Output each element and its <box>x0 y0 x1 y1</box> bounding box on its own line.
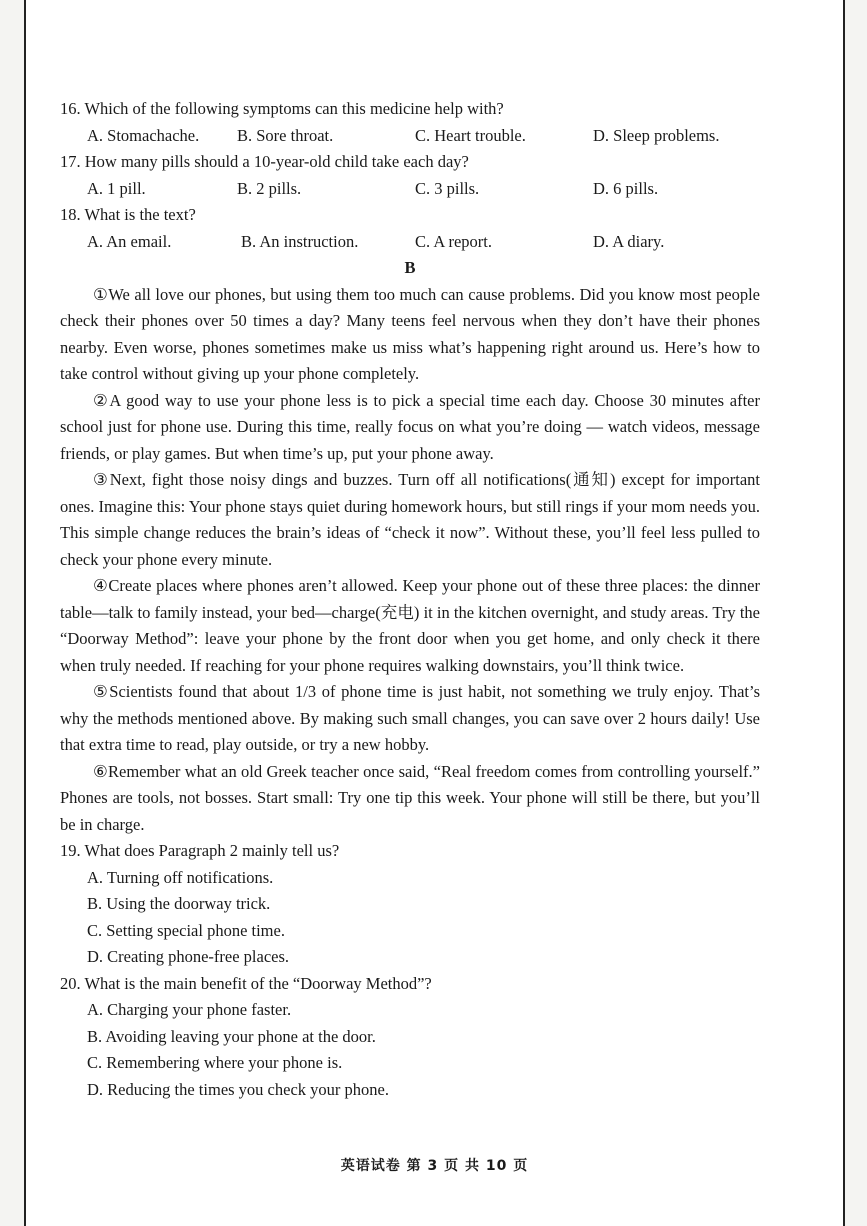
question-18-stem: 18. What is the text? <box>60 205 196 224</box>
option-c: C. Setting special phone time. <box>87 920 285 940</box>
exam-page <box>24 0 845 1226</box>
paragraph-6: ⑥Remember what an old Greek teacher once said, “Real freedom comes from controlling yourself.” Phones are tools, not bosses. Start small: Try one tip this week. Your phone will still be there, but you’ll be in charge. <box>60 761 760 834</box>
page-content <box>60 96 760 1103</box>
option-b: B. Sore throat. <box>237 125 334 145</box>
section-b-title: B <box>404 258 416 277</box>
option-c: C. Remembering where your phone is. <box>87 1053 343 1072</box>
option-a: A. Turning off notifications. <box>87 867 274 887</box>
option-d: D. A diary. <box>593 231 665 251</box>
question-17-options <box>60 176 760 203</box>
option-d: D. 6 pills. <box>593 178 659 198</box>
question-16-options <box>60 123 760 150</box>
paragraph-1: ①We all love our phones, but using them too much can cause problems. Did you know most people check their phones over 50 times a day? Many teens feel nervous when they don’t have their phones nearby. Even worse, phones sometimes make us miss what’s happening right around us. Here’s how to take control without giving up your phone completely. <box>60 284 760 383</box>
question-19-stem: 19. What does Paragraph 2 mainly tell us? <box>60 841 340 860</box>
question-20-stem: 20. What is the main benefit of the “Doorway Method”? <box>60 973 432 993</box>
option-b: B. Avoiding leaving your phone at the door. <box>87 1026 376 1046</box>
option-a: A. 1 pill. <box>87 178 146 198</box>
paragraph-2: ②A good way to use your phone less is to pick a special time each day. Choose 30 minutes after school just for phone use. During this time, really focus on what you’re doing — watch videos, message friends, or play games. But when time’s up, put your phone away. <box>60 390 760 463</box>
question-17-stem: 17. How many pills should a 10-year-old child take each day? <box>60 152 469 171</box>
option-c: C. A report. <box>415 231 492 251</box>
option-d: D. Reducing the times you check your phone. <box>87 1079 389 1099</box>
question-16-stem: 16. Which of the following symptoms can this medicine help with? <box>60 99 504 118</box>
option-a: A. An email. <box>87 231 172 251</box>
option-a: A. Charging your phone faster. <box>87 1000 292 1019</box>
question-18-options <box>60 229 760 256</box>
paragraph-5: ⑤Scientists found that about 1/3 of phone time is just habit, not something we truly enjoy. That’s why the methods mentioned above. By making such small changes, you can save over 2 hours daily! Use that extra time to read, play outside, or try a new hobby. <box>60 682 760 754</box>
option-b: B. Using the doorway trick. <box>87 894 271 913</box>
option-d: D. Sleep problems. <box>593 125 720 145</box>
paragraph-3: ③Next, fight those noisy dings and buzzes. Turn off all notifications(通知) except for important ones. Imagine this: Your phone stays quiet during homework hours, but still rings if your mom needs you. This simple change reduces the brain’s ideas of “check it now”. Without these, you’ll feel less pulled to check your phone every minute. <box>60 470 760 569</box>
option-c: C. Heart trouble. <box>415 125 526 145</box>
option-b: B. An instruction. <box>241 231 359 251</box>
option-d: D. Creating phone-free places. <box>87 947 290 966</box>
option-a: A. Stomachache. <box>87 125 200 145</box>
option-c: C. 3 pills. <box>415 178 480 198</box>
page-footer: 英语试卷 第 3 页 共 10 页 <box>340 1158 529 1174</box>
option-b: B. 2 pills. <box>237 178 302 198</box>
paragraph-4: ④Create places where phones aren’t allowed. Keep your phone out of these three places: the dinner table—talk to family instead, your bed—charge(充电) it in the kitchen overnight, and study areas. Try the “Doorway Method”: leave your phone by the front door when you get home, and only check it there when truly needed. If reaching for your phone requires walking downstairs, you’ll think twice. <box>60 576 760 675</box>
